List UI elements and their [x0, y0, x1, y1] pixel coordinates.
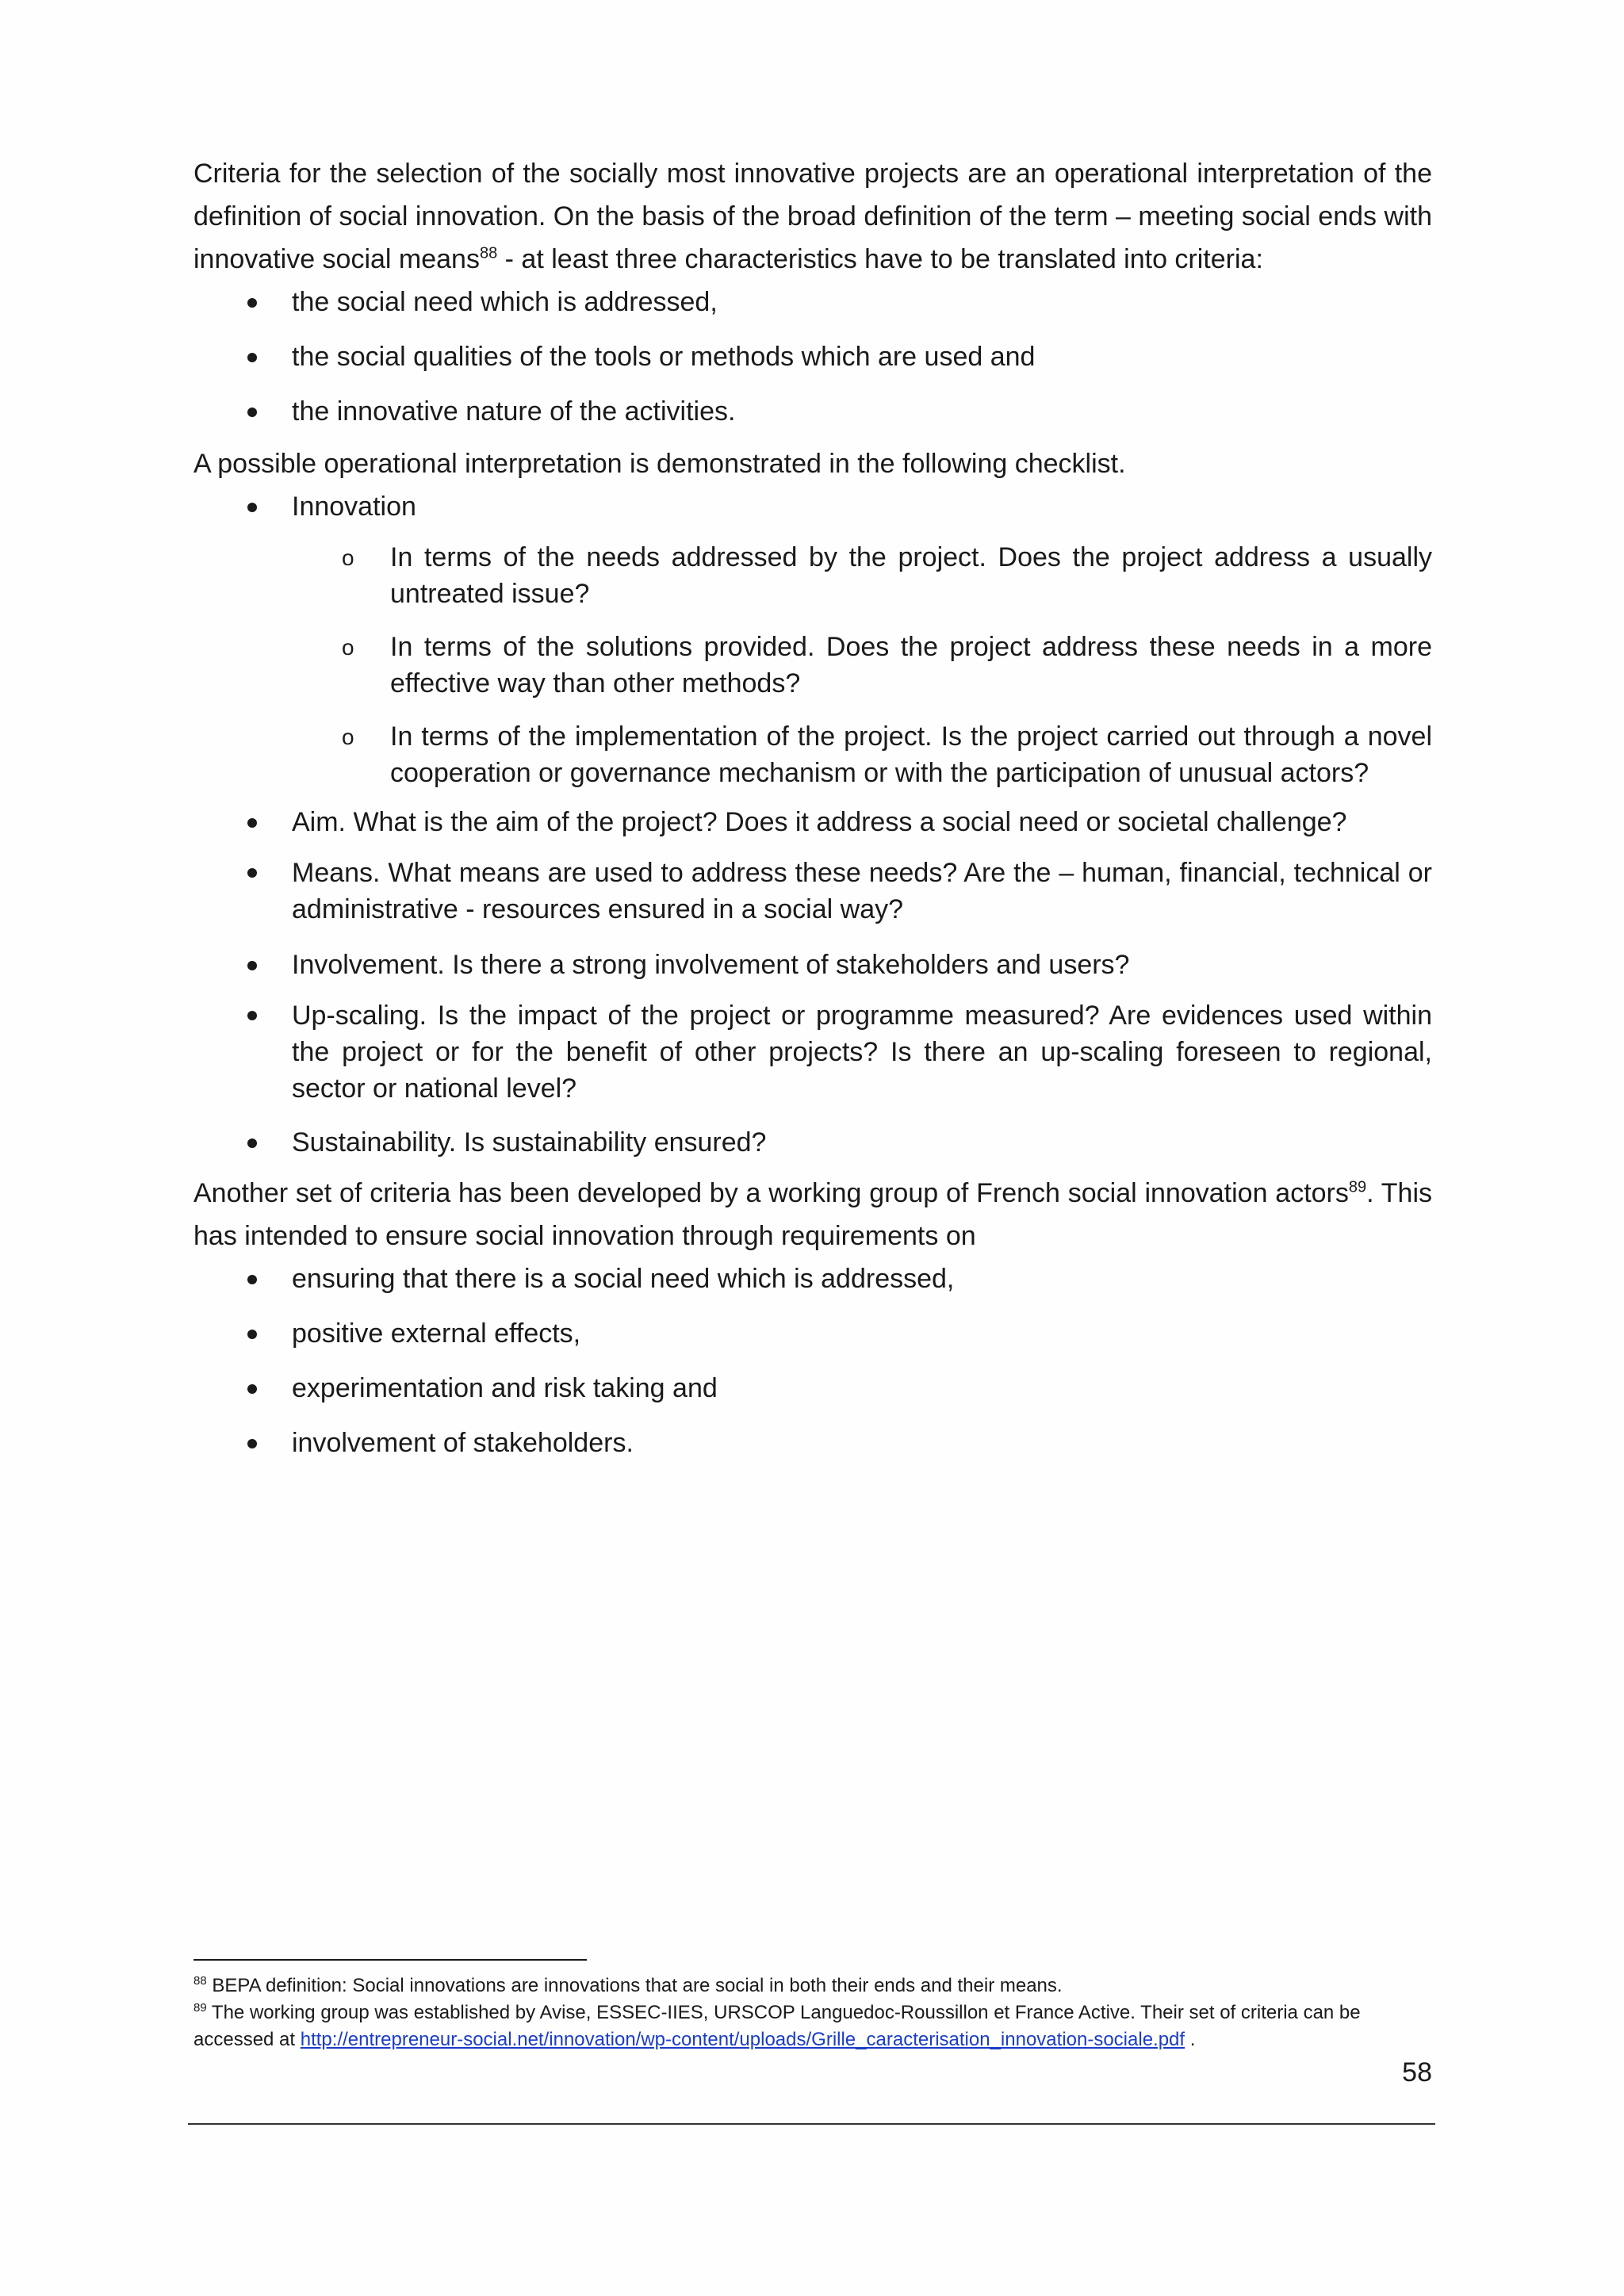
- list-item: [193, 1422, 1432, 1464]
- circle-bullet-icon: o: [342, 725, 354, 749]
- checklist-item-involvement: [193, 943, 1432, 986]
- bullet-icon: [247, 1275, 257, 1284]
- checklist-item-means: [193, 855, 1432, 928]
- footnote-number: 88: [193, 1974, 207, 1988]
- intro-text-start: Criteria for the selection of the socially most innovative projects are an operational interpretation of the definition of social innovation. On the basis of the broad definition of the term – meeting social ends with innovative social means: [193, 159, 1432, 274]
- list-item-text: involvement of stakeholders.: [292, 1428, 634, 1458]
- checklist-item-text: Means. What means are used to address these needs? Are the – human, financial, technical or administrative - resources ensured in a social way?: [292, 858, 1432, 924]
- another-criteria-paragraph: [193, 1172, 1432, 1257]
- sublist-item: [292, 629, 1432, 702]
- checklist-item-text: Sustainability. Is sustainability ensured?: [292, 1127, 767, 1158]
- bullet-icon: [247, 1011, 257, 1020]
- bullet-icon: [247, 1439, 257, 1448]
- circle-bullet-icon: o: [342, 545, 354, 570]
- bullet-icon: [247, 353, 257, 362]
- list-item-text: positive external effects,: [292, 1318, 581, 1349]
- footnotes: [193, 1973, 1432, 2053]
- list-item: [193, 1257, 1432, 1300]
- bullet-icon: [247, 961, 257, 970]
- circle-bullet-icon: o: [342, 635, 354, 660]
- bullet-icon: [247, 408, 257, 417]
- requirements-list: [193, 1257, 1432, 1464]
- sublist-item-text: In terms of the implementation of the project. Is the project carried out through a novel cooperation or governance mechanism or with the participation of unusual actors?: [390, 721, 1432, 788]
- checklist-item-text: Aim. What is the aim of the project? Does it address a social need or societal challenge?: [292, 807, 1347, 837]
- checklist-item-aim: [193, 801, 1432, 844]
- list-item: [193, 281, 1432, 323]
- list-item-text: the social qualities of the tools or methods which are used and: [292, 342, 1036, 372]
- innovation-sublist: [292, 539, 1432, 791]
- list-item-text: the innovative nature of the activities.: [292, 396, 736, 427]
- list-item: [193, 1312, 1432, 1355]
- checklist-item-label: Innovation: [292, 492, 416, 522]
- bullet-icon: [247, 1138, 257, 1148]
- intro-text-end: - at least three characteristics have to be translated into criteria:: [497, 244, 1263, 274]
- criteria-link[interactable]: http://entrepreneur-social.net/innovation/wp-content/uploads/Grille_caracterisation_innovation-sociale.pdf: [300, 2029, 1185, 2050]
- checklist-item-sustainability: [193, 1121, 1432, 1164]
- sublist-item: [292, 718, 1432, 791]
- sublist-item: [292, 539, 1432, 612]
- list-item-text: experimentation and risk taking and: [292, 1373, 718, 1403]
- checklist-intro: A possible operational interpretation is demonstrated in the following checklist.: [193, 449, 1126, 479]
- footnote-number: 89: [193, 2001, 207, 2015]
- bullet-icon: [247, 1330, 257, 1339]
- sublist-item-text: In terms of the needs addressed by the project. Does the project address a usually untreated issue?: [390, 542, 1432, 609]
- list-item-text: the social need which is addressed,: [292, 287, 718, 317]
- footnote-separator: [193, 1959, 587, 1961]
- another-text-end: . This has intended to ensure social innovation through requirements on: [193, 1178, 1432, 1251]
- list-item-text: ensuring that there is a social need which is addressed,: [292, 1264, 955, 1294]
- footnote-ref-88[interactable]: 88: [479, 244, 498, 262]
- bullet-icon: [247, 818, 257, 828]
- another-text-start: Another set of criteria has been developed by a working group of French social innovation actors: [193, 1178, 1349, 1208]
- bullet-icon: [247, 1384, 257, 1394]
- sublist-item-text: In terms of the solutions provided. Does the project address these needs in a more effective way than other methods?: [390, 632, 1432, 698]
- footnote-text: BEPA definition: Social innovations are innovations that are social in both their ends and their means.: [206, 1975, 1063, 1996]
- footnote-text: The working group was established by Avise, ESSEC-IIES, URSCOP Languedoc-Roussillon et France Active. Their set of criteria can be accessed at: [193, 2002, 1361, 2050]
- checklist-item-upscaling: [193, 997, 1432, 1107]
- footnote-ref-89[interactable]: 89: [1348, 1178, 1367, 1196]
- footnote-88: [193, 1973, 1432, 1999]
- list-item: [193, 1367, 1432, 1410]
- checklist-item-innovation: [193, 485, 1432, 791]
- footnote-tail: .: [1185, 2029, 1196, 2050]
- footer-rule: [188, 2123, 1435, 2125]
- checklist: [193, 485, 1432, 1164]
- checklist-item-text: Involvement. Is there a strong involvement of stakeholders and users?: [292, 950, 1130, 980]
- characteristics-list: [193, 281, 1432, 433]
- body-text: [193, 152, 1432, 1464]
- page-number: 58: [1402, 2057, 1432, 2087]
- checklist-item-text: Up-scaling. Is the impact of the project or programme measured? Are evidences used within the project or for the benefit of other projects? Is there an up-scaling foreseen to regional, sector or national level?: [292, 1001, 1432, 1104]
- bullet-icon: [247, 503, 257, 512]
- bullet-icon: [247, 868, 257, 878]
- footnote-89: [193, 1999, 1432, 2053]
- list-item: [193, 335, 1432, 378]
- list-item: [193, 390, 1432, 433]
- bullet-icon: [247, 298, 257, 308]
- intro-paragraph: [193, 152, 1432, 281]
